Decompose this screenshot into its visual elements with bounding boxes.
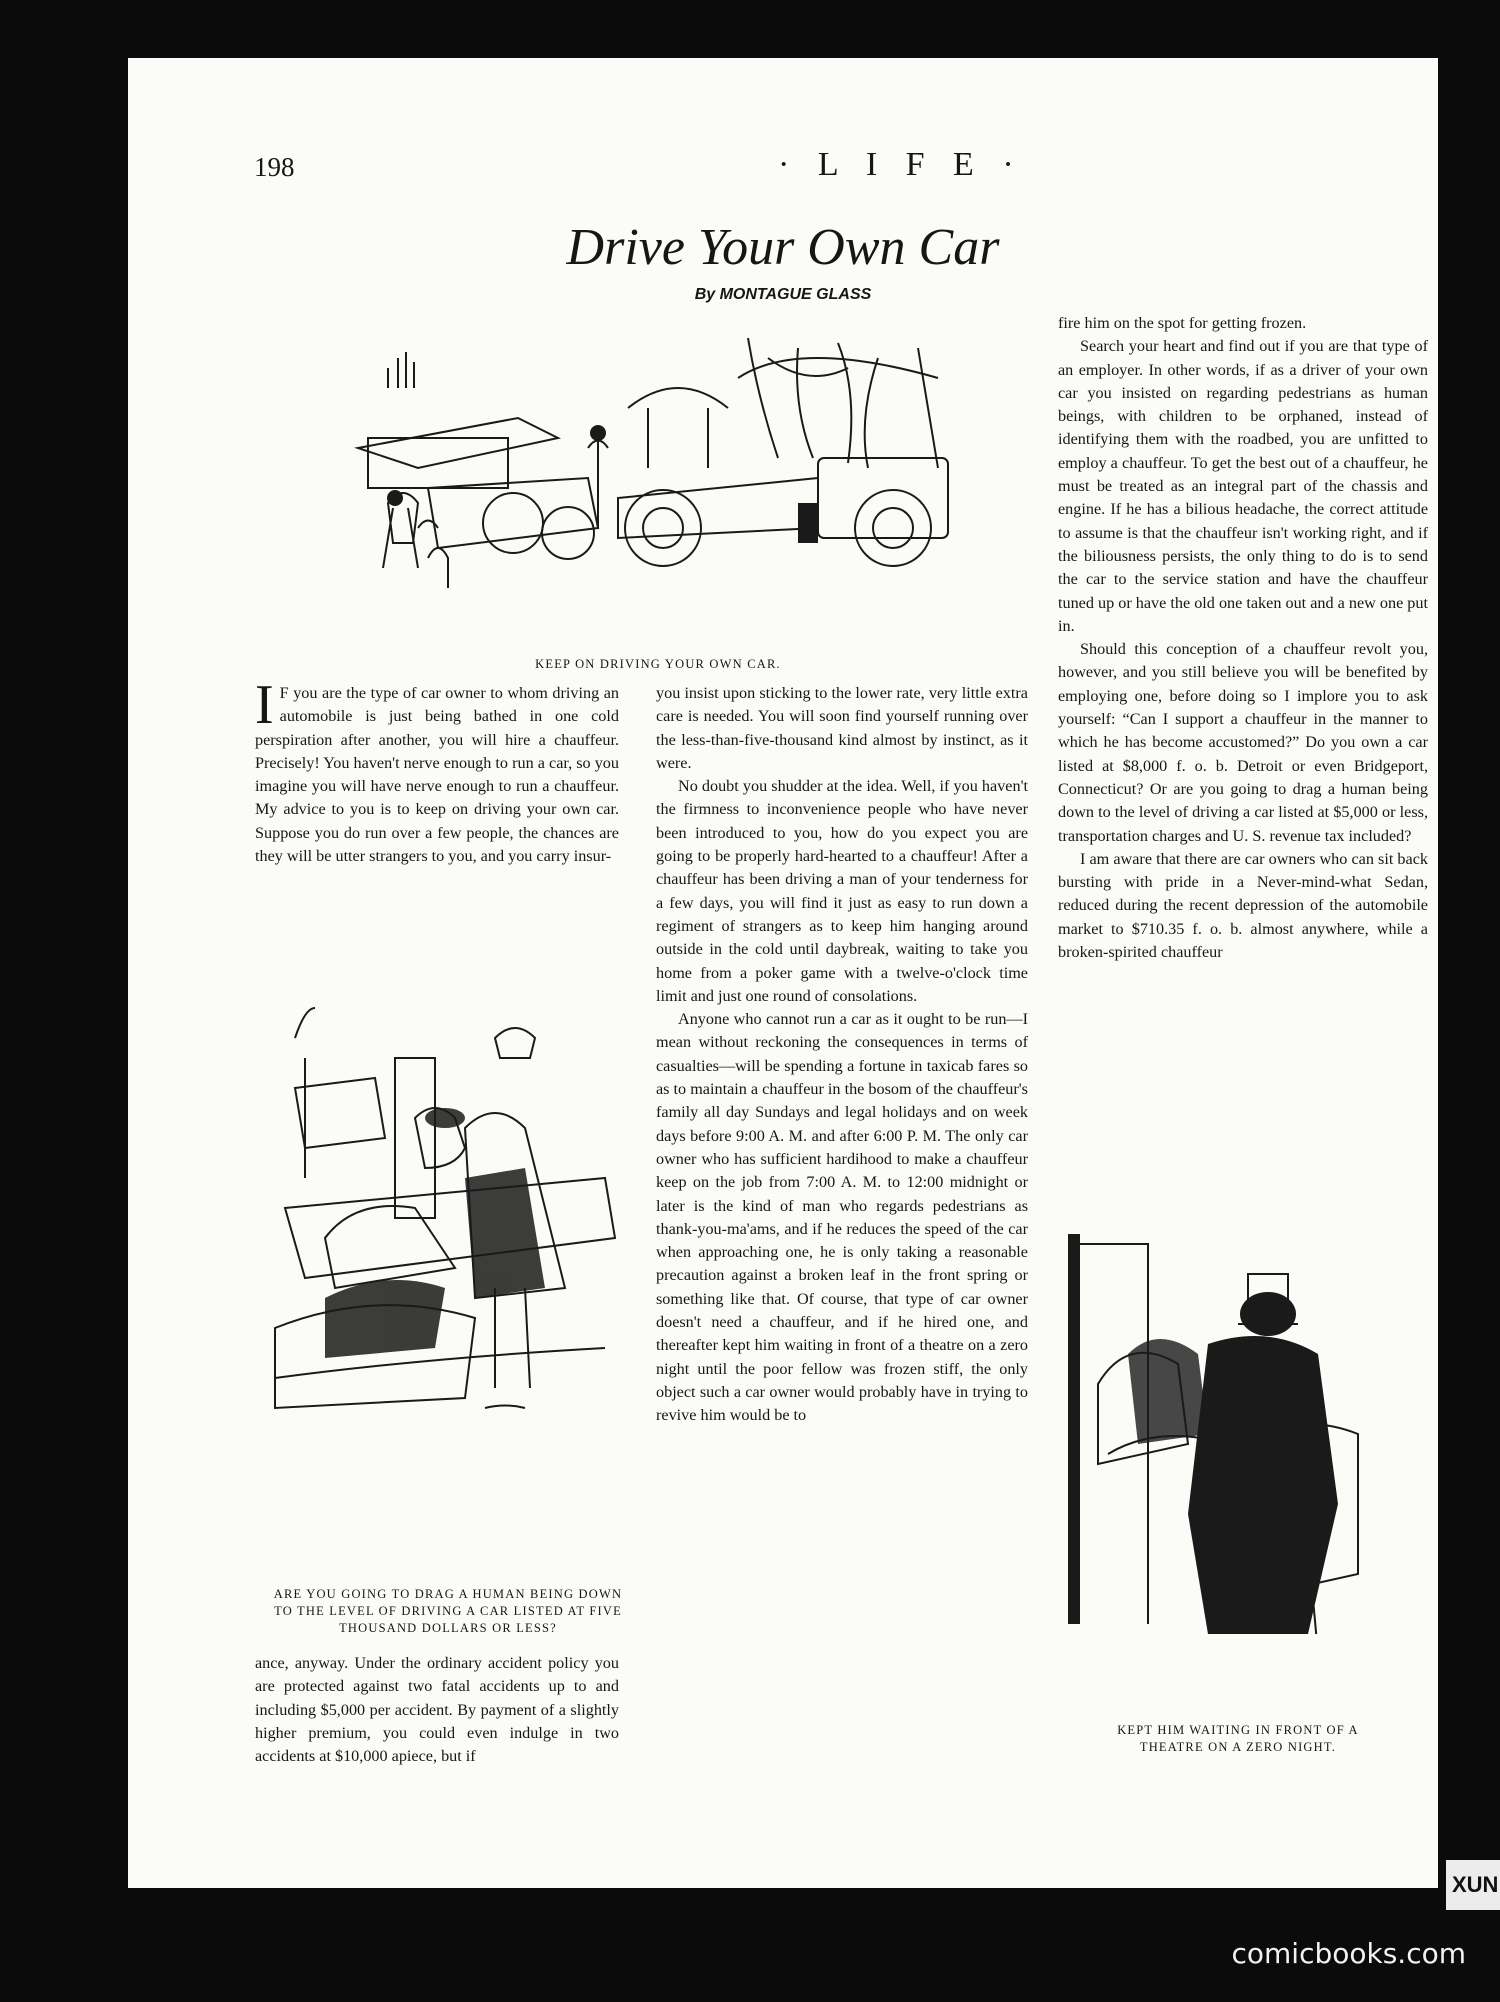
- drop-cap: I: [255, 674, 274, 736]
- right-caption: KEPT HIM WAITING IN FRONT OF A THEATRE ON A ZERO NIGHT.: [1117, 1723, 1359, 1754]
- col1-paragraph-2: ance, anyway. Under the ordinary accident policy you are protected against two fatal accidents up to and including $5,000 per accident. By payment of a slightly higher premium, you could even indulge in two accidents at $10,000 apiece, but if: [255, 1654, 619, 1766]
- left-caption: ARE YOU GOING TO DRAG A HUMAN BEING DOWN TO THE LEVEL OF DRIVING A CAR LISTED AT FIVE THOUSAND DOLLARS OR LESS?: [273, 1587, 623, 1635]
- col2-paragraph-2: No doubt you shudder at the idea. Well, if you haven't the firmness to inconvenience people who have never been introduced to you, how do you expect you are going to be properly hard-hearted to a chauffeur! After a chauffeur has been driving a man of your tenderness for a few days, you will find it just as easy to run down a regiment of strangers as to keep him hanging around outside in the cold until daybreak, waiting to take you home from a poker game with a twelve-o'clock time limit and just one round of consolations.: [656, 777, 1028, 1005]
- col3-paragraph-0: fire him on the spot for getting frozen.: [1058, 314, 1307, 332]
- magazine-page: [128, 58, 1438, 1888]
- side-tab-label: XUN: [1452, 1872, 1499, 1897]
- article-title: Drive Your Own Car: [566, 219, 1000, 276]
- col2-paragraph-3: Anyone who cannot run a car as it ought to be run—I mean without reckoning the consequences in terms of casualties—will be spending a fortune in taxicab fares so as to maintain a chauffeur in the bosom of the chauffeur's family all day Sundays and legal holidays and on week days before 9:00 A. M. and after 6:00 P. M. The only car owner who has sufficient hardihood to make a chauffeur keep on the job from 7:00 A. M. to 12:00 midnight or later is the kind of man who regards pedestrians as thank-you-ma'ams, and if he reduces the speed of the car when approaching one, he is only taking a reasonable precaution against a broken leaf in the front spring or something like that. Of course, that type of car owner doesn't need a chauffeur, and if he hired one, and thereafter kept him waiting in front of a theatre on a zero night until the poor fellow was frozen stiff, the only object such a car owner would probably have in trying to revive him would be to: [656, 1010, 1028, 1425]
- col2-paragraph-1: you insist upon sticking to the lower rate, very little extra care is needed. You will soon find yourself running over the less-than-five-thousand kind almost by instinct, as it were.: [656, 684, 1028, 772]
- right-illustration: [1068, 1234, 1368, 1634]
- col3-paragraph-2: Should this conception of a chauffeur revolt you, however, and you still believe you will be benefited by employing one, before doing so I implore you to ask yourself: “Can I support a chauffeur in the manner to which he has become accustomed?” Do you own a car listed at $8,000 f. o. b. Detroit or even Bridgeport, Connecticut? Or are you going to drag a human being down to the level of driving a car listed at $5,000 or less, transportation charges and U. S. revenue tax included?: [1058, 640, 1428, 845]
- column-3: [1058, 312, 1428, 964]
- col1-paragraph-1: F you are the type of car owner to whom driving an automobile is just being bathed in one cold perspiration after another, you will hire a chauffeur. Precisely! You haven't nerve enough to run a car, so you imagine you will have nerve enough to run a chauffeur. My advice to you is to keep on driving your own car. Suppose you do run over a few people, the chances are they will be utter strangers to you, and you carry insur-: [255, 684, 619, 866]
- page-number: 198: [254, 152, 295, 182]
- col3-paragraph-3: I am aware that there are car owners who can sit back bursting with pride in a Never-mind-what Sedan, reduced during the recent depression of the automobile market to $710.35 f. o. b. almost anywhere, while a broken-spirited chauffeur: [1058, 849, 1428, 962]
- top-caption: KEEP ON DRIVING YOUR OWN CAR.: [535, 657, 781, 671]
- column-1-top: [255, 674, 619, 868]
- masthead: · L I F E ·: [778, 146, 1024, 183]
- top-illustration: [298, 328, 988, 618]
- left-illustration: [265, 998, 625, 1428]
- column-1-bottom: [255, 1652, 619, 1768]
- column-2: [656, 682, 1028, 1428]
- col3-paragraph-1: Search your heart and find out if you are that type of an employer. In other words, if as a driver of your own car you insisted on regarding pedestrians as human beings, with children to be orphaned, instead of identifying them with the roadbed, you are unfitted to employ a chauffeur. To get the best out of a chauffeur, he must be treated as an integral part of the chassis and engine. If he has a bilious headache, the correct attitude to assume is that the chauffeur isn't working right, and if the biliousness persists, the only thing to do is to send the car to the service station and have the chauffeur tuned up or have the old one taken out and a new one put in.: [1058, 337, 1428, 635]
- side-tab: [1446, 1860, 1500, 1910]
- watermark: comicbooks.com: [1231, 1937, 1466, 1970]
- byline: By MONTAGUE GLASS: [694, 286, 872, 303]
